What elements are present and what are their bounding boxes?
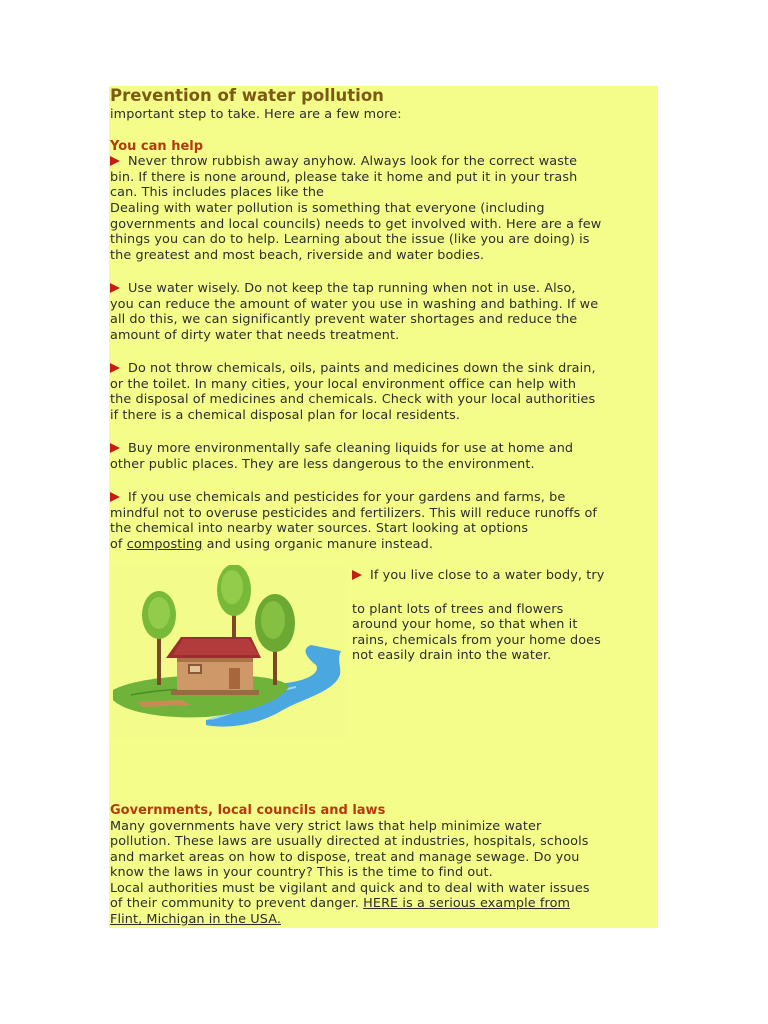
bullet-1-line-5: governments and local councils) needs to get involved with. Here are a few [110,217,602,232]
composting-link[interactable]: composting [126,537,203,552]
bullet-3-line-1: Do not throw chemicals, oils, paints and medicines down the sink drain, [110,361,596,376]
flint-example-link-part-2[interactable]: Flint, Michigan in the USA. [110,912,282,927]
gov-line-1: Many governments have very strict laws that help minimize water [110,819,542,834]
bullet-6-line-4: rains, chemicals from your home does [352,633,601,648]
bullet-5-line-1: If you use chemicals and pesticides for your gardens and farms, be [110,490,565,505]
bullet-6-line-3: around your home, so that when it [352,617,578,632]
bullet-2-line-2: you can reduce the amount of water you use in washing and bathing. If we [110,297,599,312]
bullet-3-line-3: the disposal of medicines and chemicals. Check with your local authorities [110,392,596,407]
bullet-5-line-2: mindful not to overuse pesticides and fertilizers. This will reduce runoffs of [110,506,598,521]
bullet-5-line-3: the chemical into nearby water sources. Start looking at options [110,521,529,536]
bullet-1-line-7: the greatest and most beach, riverside and water bodies. [110,248,485,263]
flint-example-link-part-1[interactable]: HERE is a serious example from [363,896,571,911]
bullet-triangle-icon [110,363,120,373]
bullet-5-line-4: of composting and using organic manure instead. [110,537,434,552]
bullet-1-line-3: can. This includes places like the [110,185,325,200]
bullet-3-line-2: or the toilet. In many cities, your local environment office can help with [110,377,577,392]
gov-line-6: of their community to prevent danger. HERE is a serious example from [110,896,571,911]
bullet-4-line-1: Buy more environmentally safe cleaning liquids for use at home and [110,441,573,456]
gov-line-7 [110,912,281,927]
section-heading-you-can-help: You can help [110,139,204,154]
bullet-triangle-icon [110,443,120,453]
bullet-6-line-2: to plant lots of trees and flowers [352,602,564,617]
bullet-triangle-icon [110,156,120,166]
page-title: Prevention of water pollution [110,86,384,105]
bullet-1-line-2: bin. If there is none around, please take it home and put it in your trash [110,170,578,185]
bullet-2-line-3: all do this, we can significantly prevent water shortages and reduce the [110,312,578,327]
bullet-3-line-4: if there is a chemical disposal plan for local residents. [110,408,461,423]
section-heading-governments: Governments, local councils and laws [110,803,386,818]
bullet-6-line-1: If you live close to a water body, try [352,568,604,583]
bullet-1-line-6: things you can do to help. Learning about the issue (like you are doing) is [110,232,590,247]
bullet-6-line-5: not easily drain into the water. [352,648,552,663]
bullet-triangle-icon [352,570,362,580]
bullet-2-line-1: Use water wisely. Do not keep the tap running when not in use. Also, [110,281,576,296]
intro-line: important step to take. Here are a few more: [110,107,402,122]
bullet-triangle-icon [110,283,120,293]
gov-line-4: know the laws in your country? This is the time to find out. [110,865,493,880]
gov-line-3: and market areas on how to dispose, treat and manage sewage. Do you [110,850,580,865]
gov-line-5: Local authorities must be vigilant and quick and to deal with water issues [110,881,590,896]
bullet-1-line-1: Never throw rubbish away anyhow. Always look for the correct waste [110,154,577,169]
house-trees-river-illustration [111,565,347,740]
gov-line-2: pollution. These laws are usually directed at industries, hospitals, schools [110,834,589,849]
bullet-triangle-icon [110,492,120,502]
bullet-1-line-4: Dealing with water pollution is something that everyone (including [110,201,545,216]
bullet-4-line-2: other public places. They are less dangerous to the environment. [110,457,535,472]
bullet-2-line-4: amount of dirty water that needs treatment. [110,328,400,343]
